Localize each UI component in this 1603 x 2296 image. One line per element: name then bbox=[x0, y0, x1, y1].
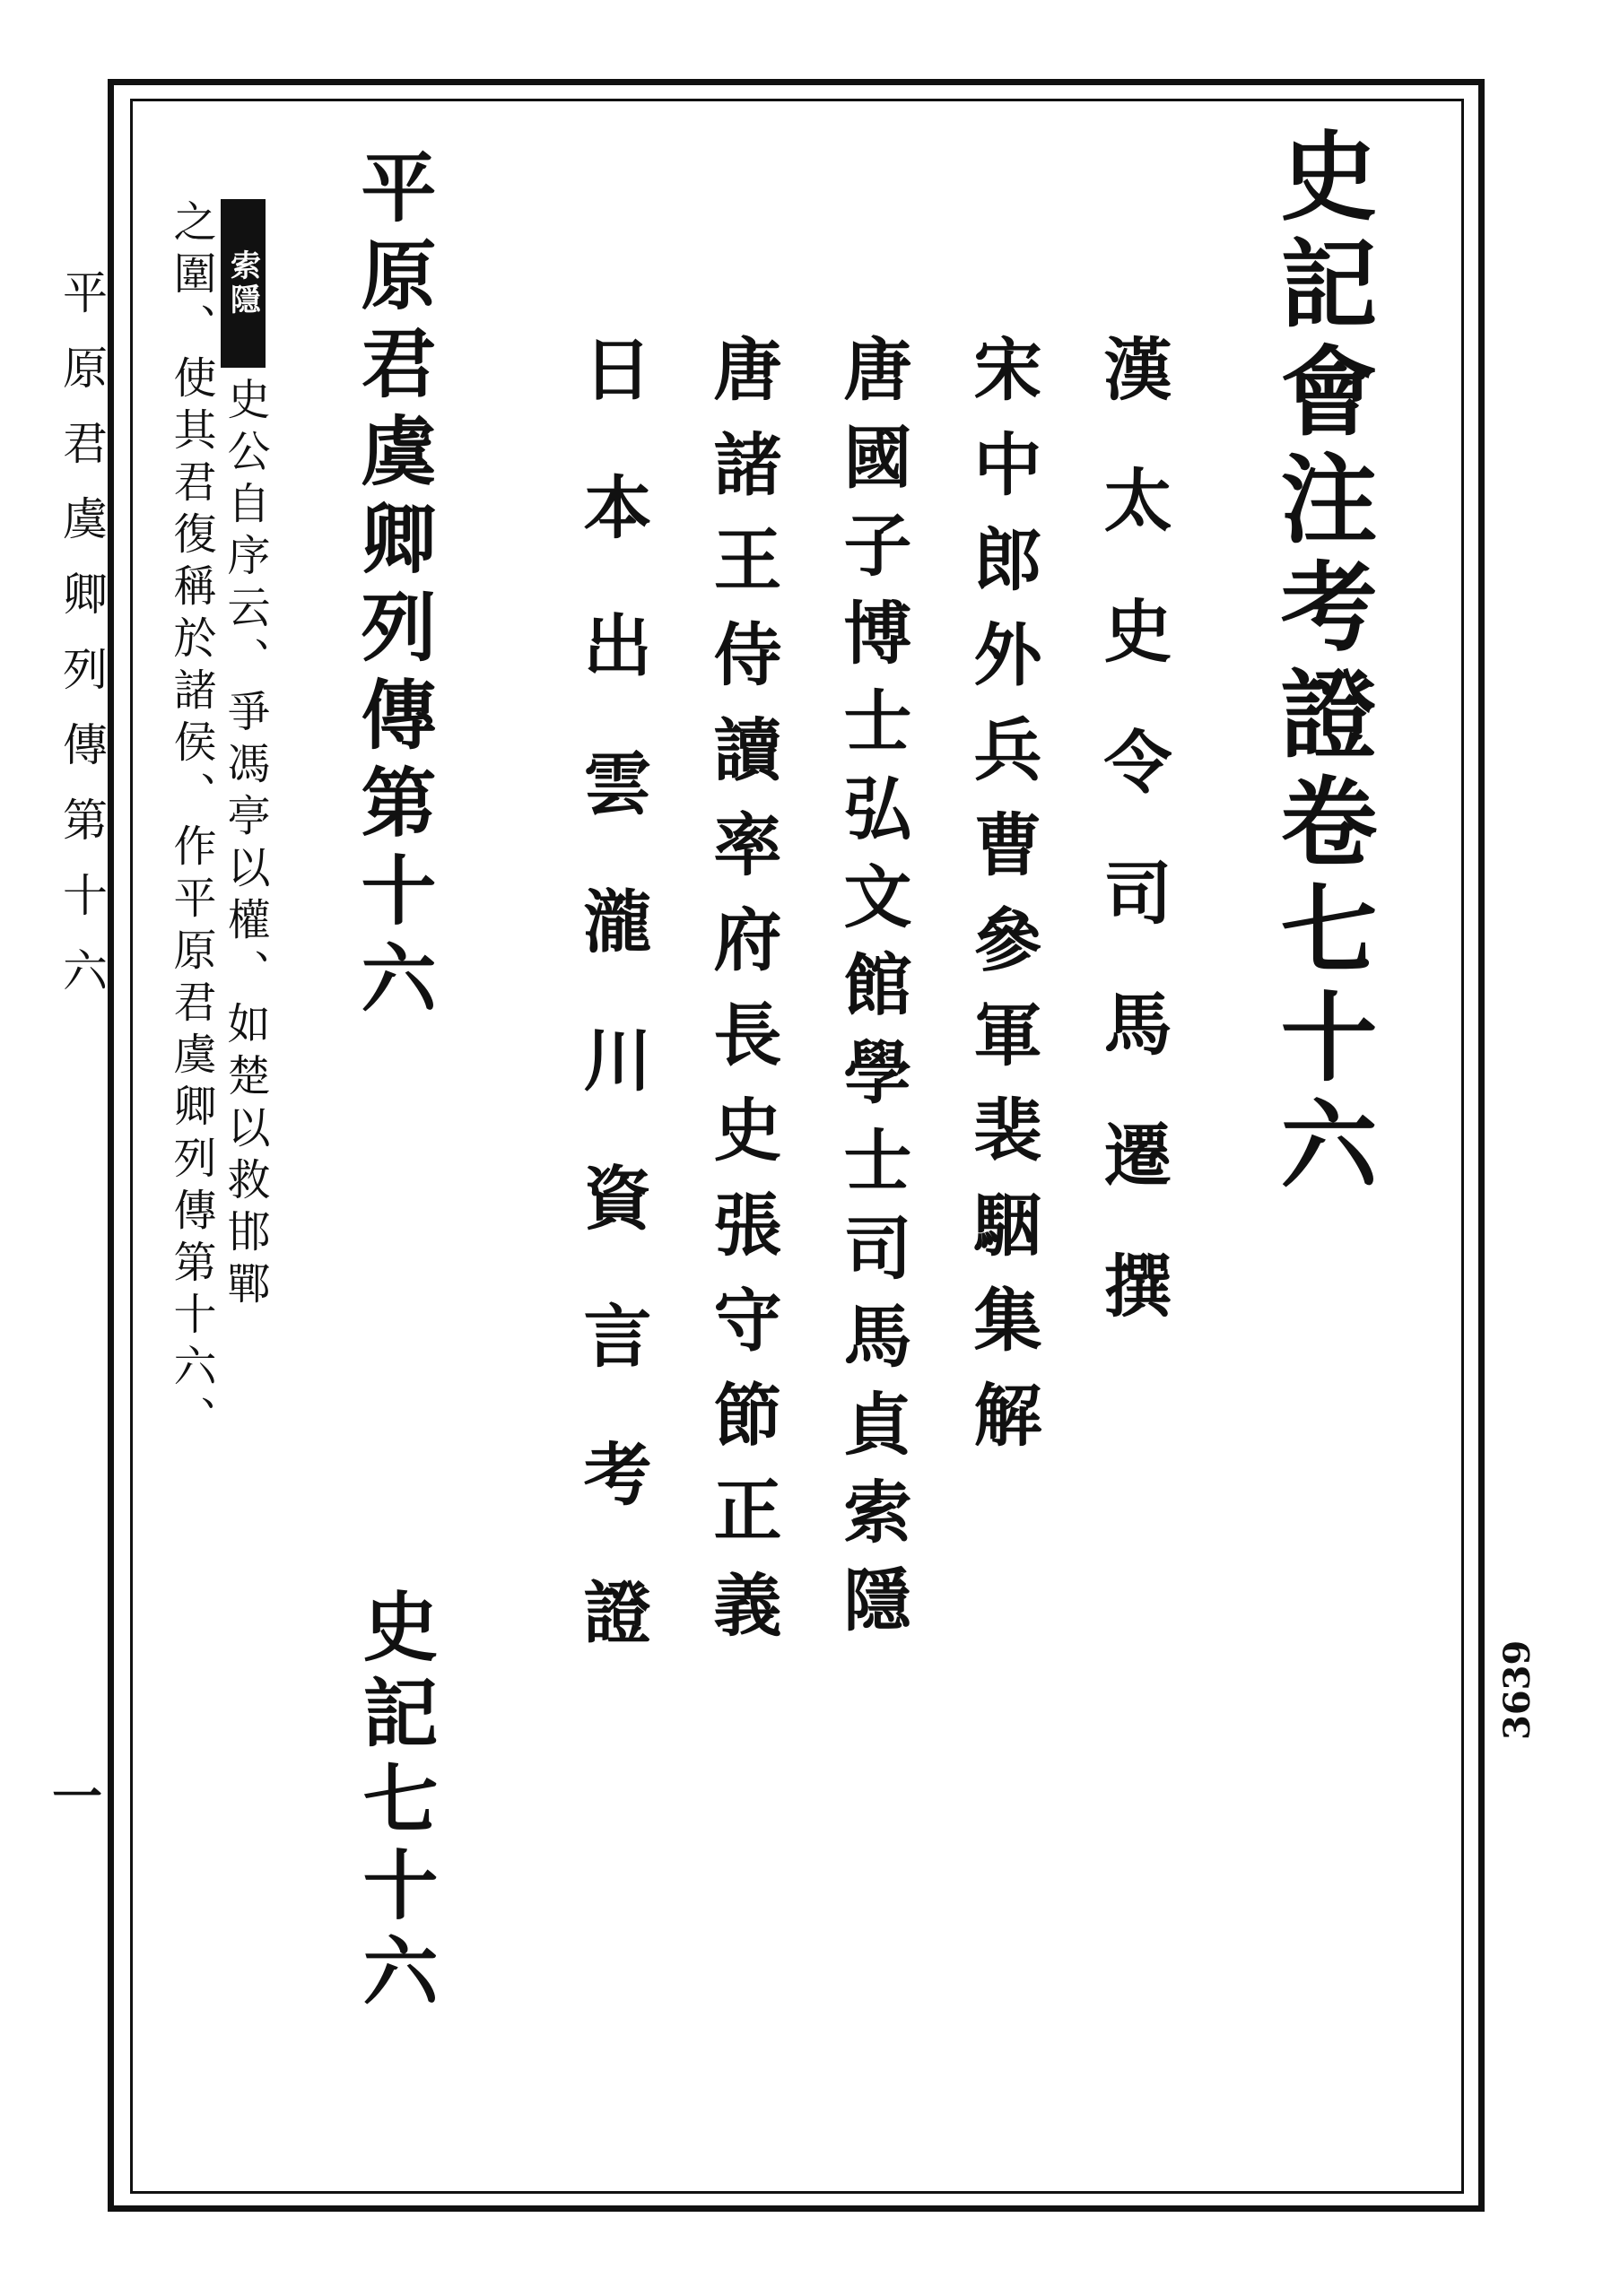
note-badge: 索隱 bbox=[221, 199, 266, 368]
volume-title: 史記會注考證卷七十六 bbox=[1264, 126, 1377, 1202]
author-line-sima-zhen: 唐國子博士弘文館學士司馬貞索隱 bbox=[832, 334, 912, 1652]
author-line-pei-yin: 宋中郎外兵曹參軍裴駰集解 bbox=[963, 334, 1042, 1474]
note-text-column-2: 之圍、使其君復稱於諸侯、作平原君虞卿列傳第十六、 bbox=[166, 199, 216, 1448]
author-line-sima-qian: 漢太史令司馬遷撰 bbox=[1093, 334, 1172, 1381]
margin-running-title: 平原君虞卿列傳第十六 bbox=[56, 269, 108, 1022]
author-line-takigawa: 日本出雲瀧川資言考證 bbox=[572, 334, 652, 1715]
note-text-column-1: 史公自序云、爭馮亭以權、如楚以救邯鄲 bbox=[220, 377, 270, 1313]
author-line-zhang-shoujie: 唐諸王侍讀率府長史張守節正義 bbox=[702, 334, 782, 1665]
folio-number: 3639 bbox=[1496, 1639, 1538, 1740]
chapter-end-title: 史記七十六 bbox=[351, 1587, 440, 2018]
chapter-title: 平原君虞卿列傳第十六 bbox=[349, 148, 438, 1027]
margin-page-number: 一 bbox=[52, 1768, 102, 1827]
